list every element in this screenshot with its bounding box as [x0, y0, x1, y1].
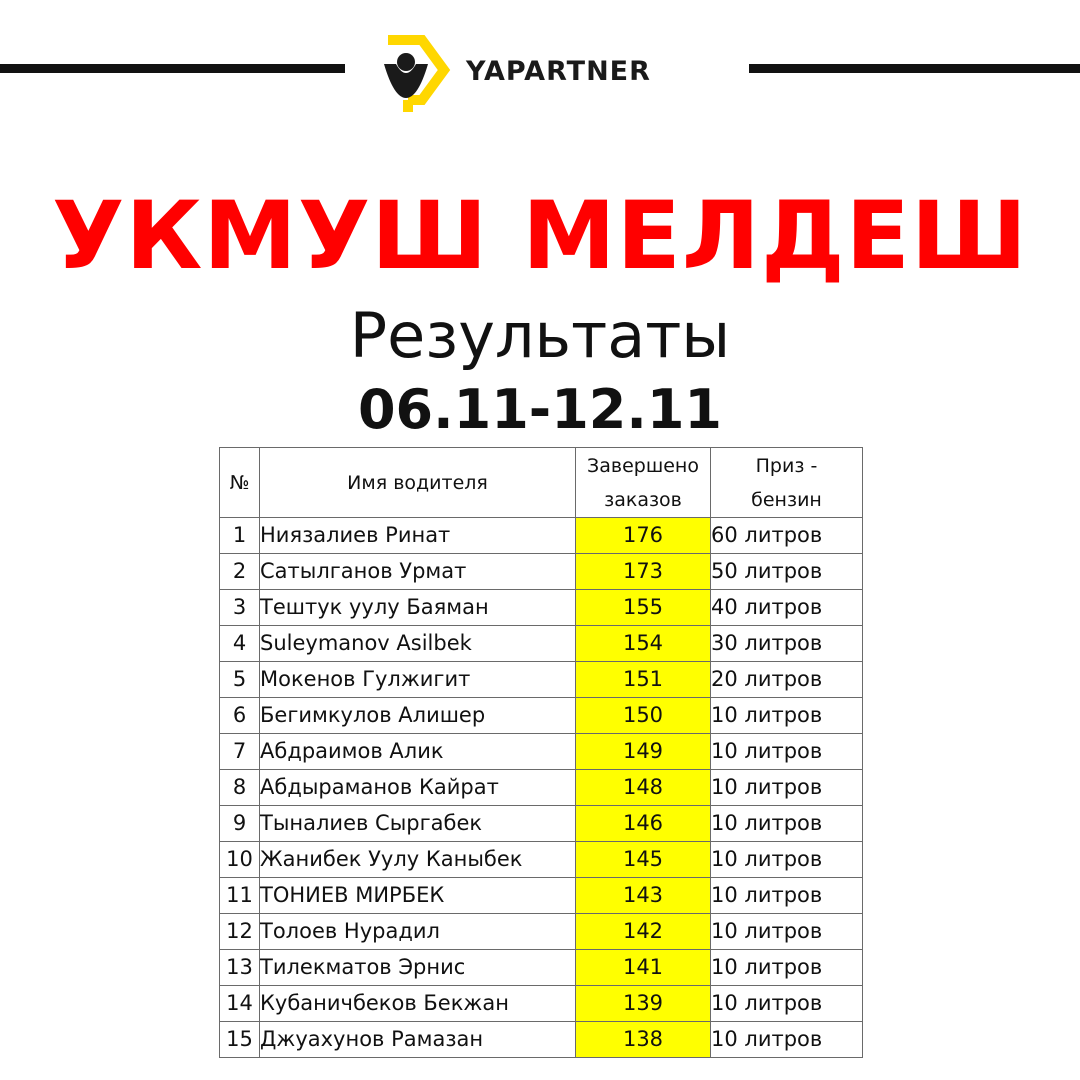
column-header-orders	[576, 448, 711, 518]
prize-amount: 10 литров	[711, 698, 863, 734]
column-header-num: №	[220, 448, 260, 518]
table-row	[220, 842, 863, 878]
completed-orders: 138	[576, 1022, 711, 1058]
completed-orders: 154	[576, 626, 711, 662]
driver-name: Тештук уулу Баяман	[260, 590, 576, 626]
subtitle: Результаты	[349, 299, 731, 372]
table-row	[220, 950, 863, 986]
completed-orders: 146	[576, 806, 711, 842]
driver-name: ТОНИЕВ МИРБЕК	[260, 878, 576, 914]
prize-amount: 20 литров	[711, 662, 863, 698]
completed-orders: 141	[576, 950, 711, 986]
completed-orders: 173	[576, 554, 711, 590]
prize-amount: 10 литров	[711, 842, 863, 878]
row-number: 13	[220, 950, 260, 986]
completed-orders: 148	[576, 770, 711, 806]
brand-name: YAPARTNER	[466, 56, 651, 87]
column-header-prize-line1: Приз -	[755, 454, 818, 477]
completed-orders: 142	[576, 914, 711, 950]
table-row	[220, 1022, 863, 1058]
row-number: 1	[220, 518, 260, 554]
driver-name: Кубаничбеков Бекжан	[260, 986, 576, 1022]
prize-amount: 10 литров	[711, 770, 863, 806]
table-row	[220, 878, 863, 914]
prize-amount: 10 литров	[711, 986, 863, 1022]
row-number: 3	[220, 590, 260, 626]
row-number: 5	[220, 662, 260, 698]
completed-orders: 176	[576, 518, 711, 554]
driver-name: Бегимкулов Алишер	[260, 698, 576, 734]
driver-name: Абдраимов Алик	[260, 734, 576, 770]
table-row	[220, 806, 863, 842]
column-header-prize-line2: бензин	[751, 488, 822, 511]
table-row	[220, 986, 863, 1022]
column-header-prize	[711, 448, 863, 518]
table-row	[220, 770, 863, 806]
row-number: 14	[220, 986, 260, 1022]
driver-name: Мокенов Гулжигит	[260, 662, 576, 698]
prize-amount: 30 литров	[711, 626, 863, 662]
completed-orders: 155	[576, 590, 711, 626]
row-number: 8	[220, 770, 260, 806]
header-rule-right	[749, 64, 1080, 73]
row-number: 10	[220, 842, 260, 878]
row-number: 15	[220, 1022, 260, 1058]
row-number: 4	[220, 626, 260, 662]
driver-name: Тилекматов Эрнис	[260, 950, 576, 986]
completed-orders: 150	[576, 698, 711, 734]
row-number: 9	[220, 806, 260, 842]
prize-amount: 10 литров	[711, 734, 863, 770]
prize-amount: 50 литров	[711, 554, 863, 590]
table-row	[220, 698, 863, 734]
yapartner-logo-icon	[382, 34, 458, 114]
column-header-name: Имя водителя	[260, 448, 576, 518]
completed-orders: 149	[576, 734, 711, 770]
driver-name: Жанибек Уулу Каныбек	[260, 842, 576, 878]
table-row	[220, 554, 863, 590]
prize-amount: 10 литров	[711, 1022, 863, 1058]
prize-amount: 10 литров	[711, 878, 863, 914]
table-row	[220, 518, 863, 554]
table-row	[220, 662, 863, 698]
row-number: 11	[220, 878, 260, 914]
table-row	[220, 914, 863, 950]
row-number: 7	[220, 734, 260, 770]
driver-name: Абдыраманов Кайрат	[260, 770, 576, 806]
column-header-orders-line1: Завершено	[587, 454, 699, 477]
prize-amount: 60 литров	[711, 518, 863, 554]
headline: УКМУШ МЕЛДЕШ	[51, 182, 1029, 291]
driver-name: Ниязалиев Ринат	[260, 518, 576, 554]
table-row	[220, 626, 863, 662]
brand-logo	[382, 34, 702, 114]
header-rule-left	[0, 64, 345, 73]
driver-name: Толоев Нурадил	[260, 914, 576, 950]
driver-name: Suleymanov Asilbek	[260, 626, 576, 662]
table-header-row	[220, 448, 863, 518]
prize-amount: 10 литров	[711, 914, 863, 950]
column-header-orders-line2: заказов	[604, 488, 682, 511]
row-number: 2	[220, 554, 260, 590]
prize-amount: 10 литров	[711, 950, 863, 986]
table-row	[220, 590, 863, 626]
prize-amount: 40 литров	[711, 590, 863, 626]
completed-orders: 145	[576, 842, 711, 878]
completed-orders: 151	[576, 662, 711, 698]
completed-orders: 139	[576, 986, 711, 1022]
completed-orders: 143	[576, 878, 711, 914]
row-number: 12	[220, 914, 260, 950]
driver-name: Тыналиев Сыргабек	[260, 806, 576, 842]
date-range: 06.11-12.11	[357, 378, 723, 441]
row-number: 6	[220, 698, 260, 734]
prize-amount: 10 литров	[711, 806, 863, 842]
results-table	[219, 447, 863, 1058]
driver-name: Джуахунов Рамазан	[260, 1022, 576, 1058]
driver-name: Сатылганов Урмат	[260, 554, 576, 590]
table-row	[220, 734, 863, 770]
